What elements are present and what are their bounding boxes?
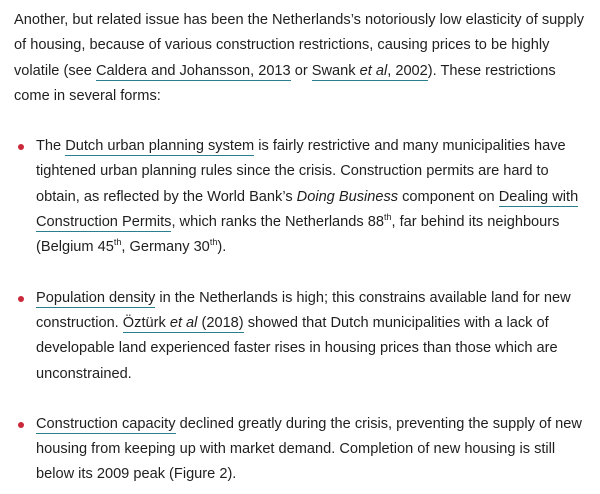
link-ozturk-year: (2018) [197,314,244,331]
intro-text-3: ). These restrictions come in several forms: [14,62,556,104]
intro-text-2: or [290,62,312,79]
link-dutch-urban-planning[interactable]: Dutch urban planning system [65,138,255,155]
b1-doing-business: Doing Business [296,188,399,205]
b1-text-4: , which ranks the Netherlands 88 [171,214,384,231]
link-ozturk[interactable] [123,315,244,333]
b1-text-1: The [36,138,66,155]
bullet-dot [18,296,24,302]
b1-text-6: , Germany 30 [121,239,210,256]
b1-text-7: ). [217,239,227,256]
link-population-density[interactable]: Population density [36,289,156,306]
list-item-planning [14,134,586,260]
link-ozturk-author: Öztürk [122,314,170,331]
b1-sup-3: th [209,237,218,248]
bullet-dot [18,144,24,150]
link-swank-author: Swank [311,62,360,79]
b1-sup-2: th [113,237,122,248]
link-ozturk-etal: et al [169,314,198,331]
link-swank[interactable] [312,63,428,81]
b1-text-3: component on [398,188,499,205]
list-item-density [14,286,586,387]
intro-text-1: Another, but related issue has been the Netherlands’s notoriously low elasticity of supply of housing, because of various construction restrictions, causing prices to be highly volatile (see [14,12,585,79]
link-caldera-johansson[interactable]: Caldera and Johansson, 2013 [95,62,291,79]
b2-text-1: in the Netherlands is high; this constrains available land for new construction. [36,289,571,331]
link-dealing-with-permits[interactable]: Dealing with Construction Permits [36,188,579,231]
link-construction-capacity[interactable]: Construction capacity [36,415,176,432]
list-item-capacity [14,412,586,488]
b1-text-5: , far behind its neighbours (Belgium 45 [36,214,560,256]
link-swank-etal: et al [359,62,388,79]
intro-paragraph [14,8,586,109]
b2-text-2: showed that Dutch municipalities with a lack of developable land experienced faster rises in housing prices than those which are unconstrained. [36,314,558,382]
restrictions-list [14,134,586,488]
b3-text-1: declined greatly during the crisis, preventing the supply of new housing from keeping up with market demand. Completion of new housing is still below its 2009 peak (Figure 2). [36,415,582,483]
b1-text-2: is fairly restrictive and many municipalities have tightened urban planning rules since the crisis. Construction permits are hard to obtain, as reflected by the World Bank’s [36,138,566,205]
bullet-dot [18,422,24,428]
link-swank-year: , 2002 [387,62,428,79]
b1-sup-1: th [384,212,392,223]
